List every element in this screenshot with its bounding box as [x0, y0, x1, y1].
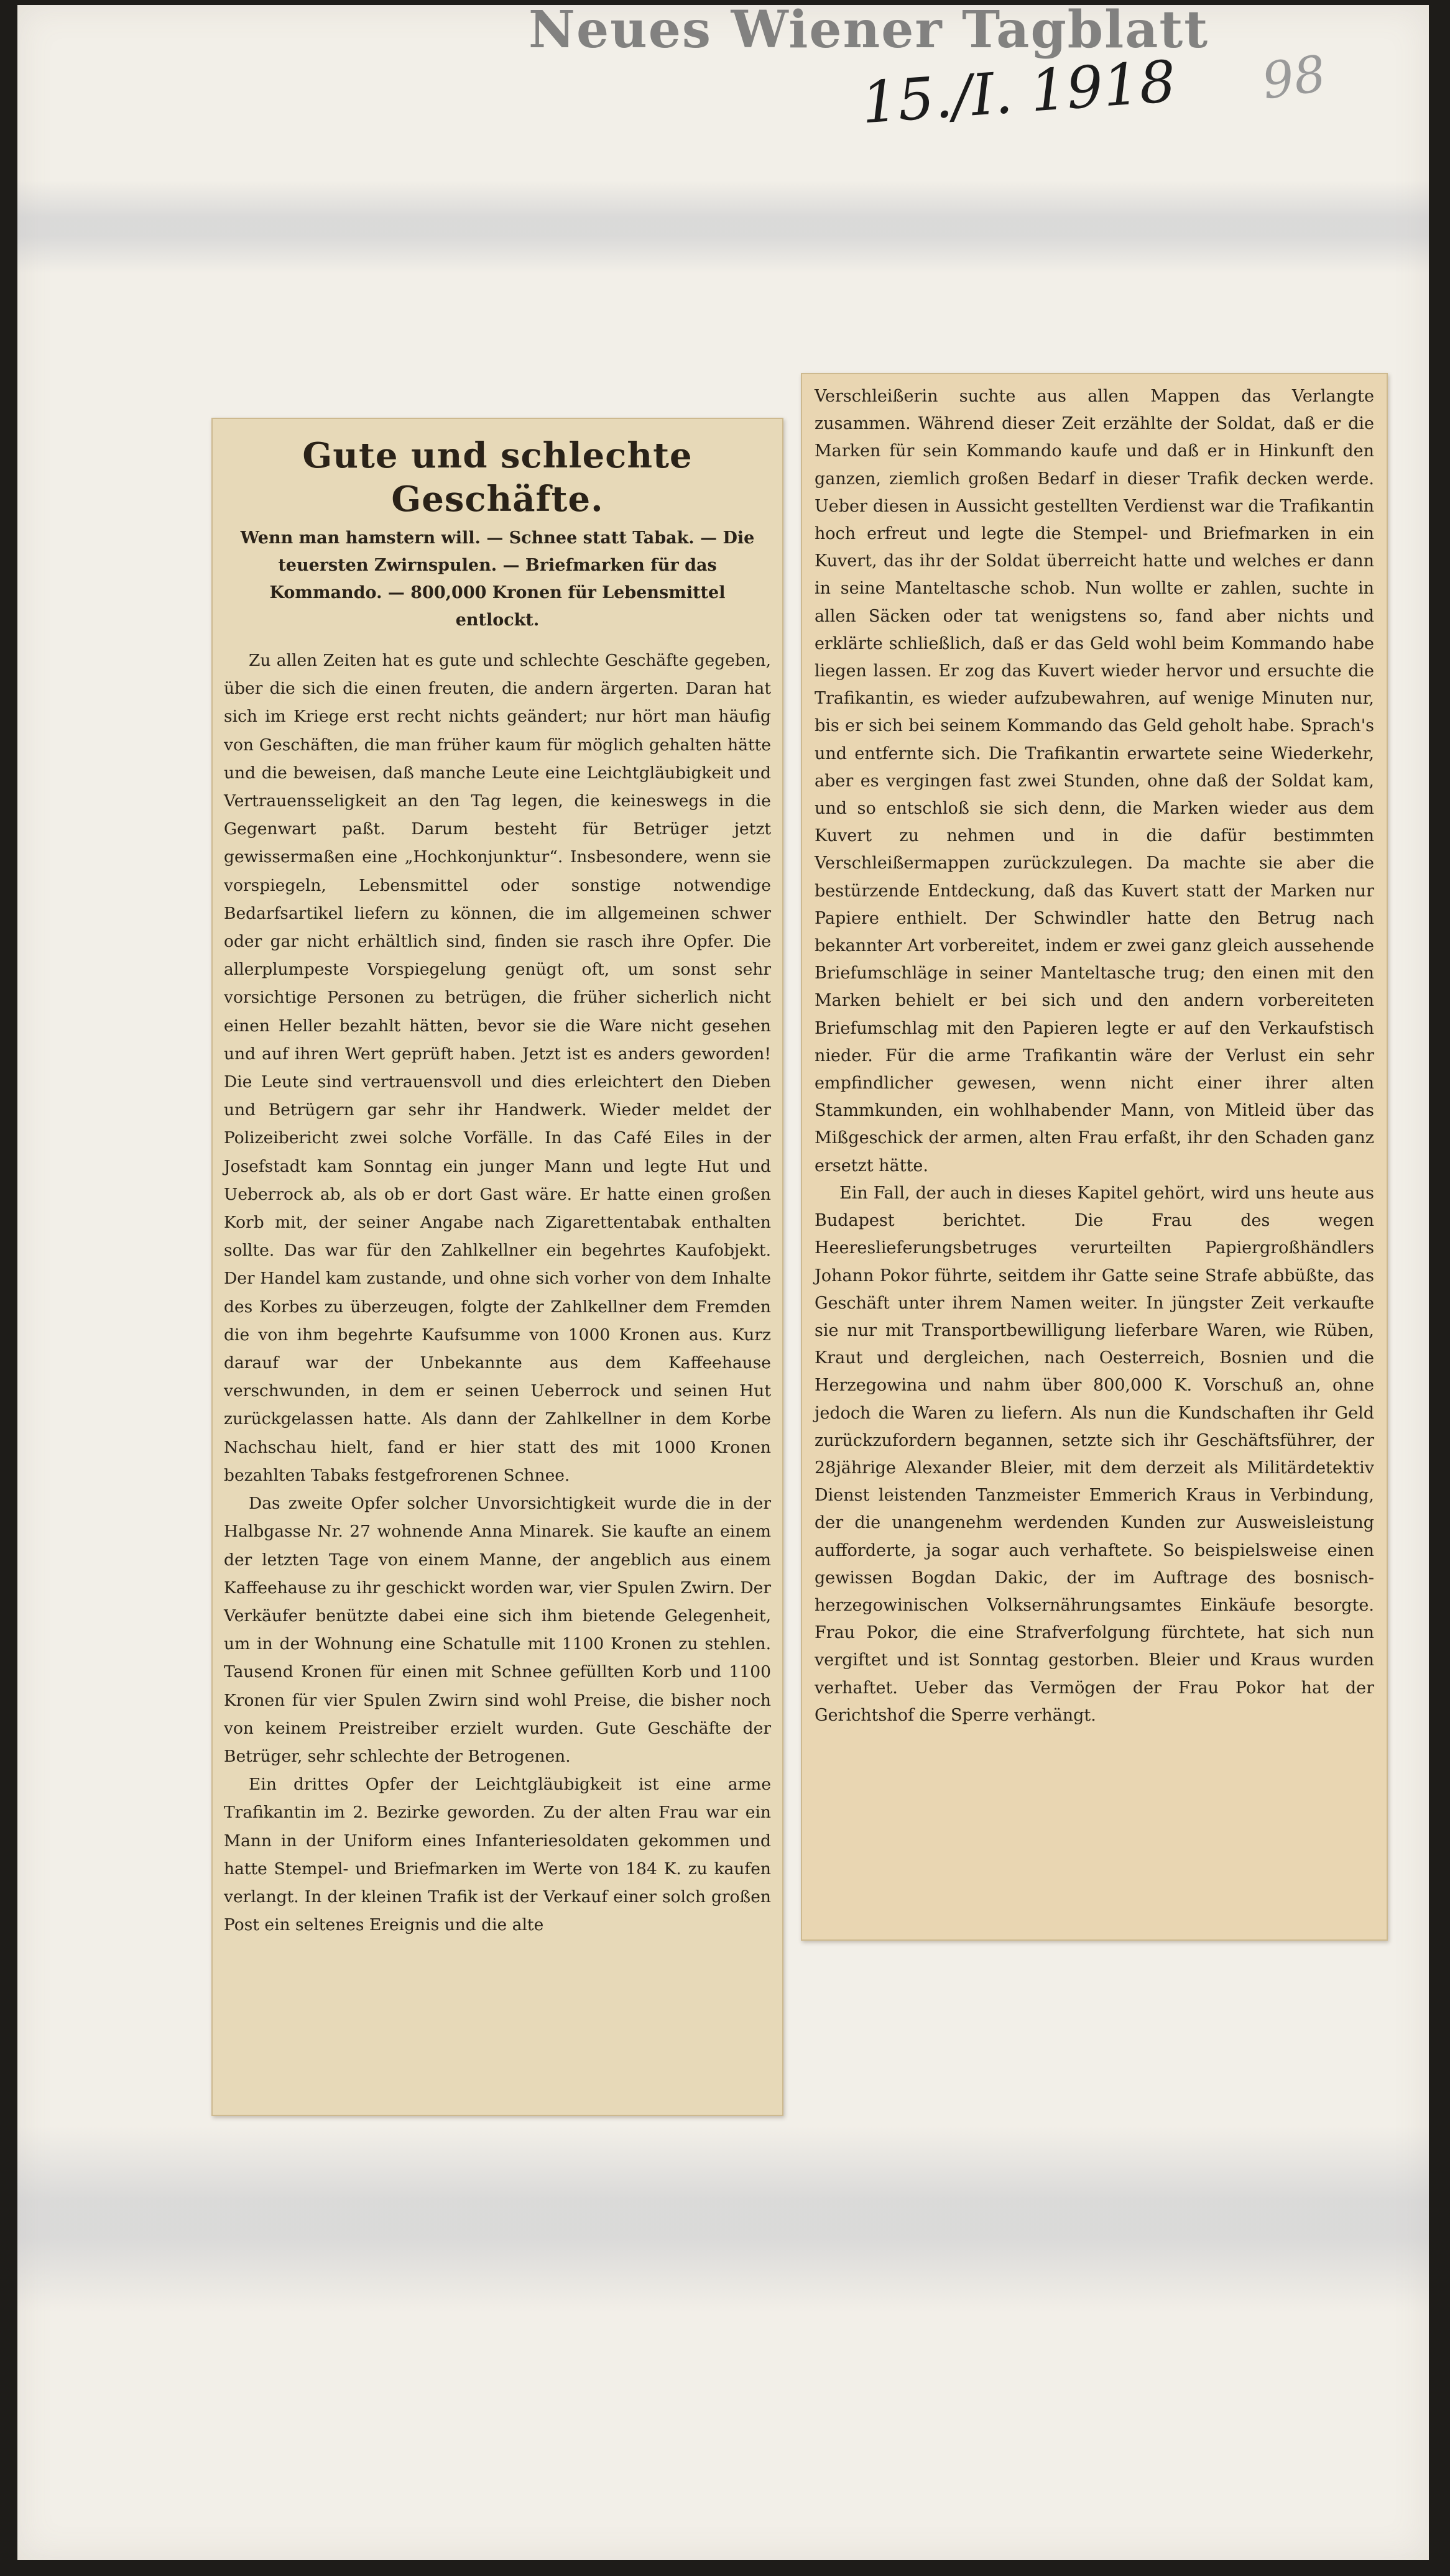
- article-subtitle: Wenn man hamstern will. — Schnee statt Tabak. — Die teuersten Zwirnspulen. — Briefmarken für das Kommando. — 800,000 Kronen für Lebensmittel entlockt.: [240, 528, 755, 630]
- article-body-left: [224, 646, 771, 1939]
- paragraph: Zu allen Zeiten hat es gute und schlechte Geschäfte gegeben, über die sich die einen freuten, die andern ärgerten. Daran hat sich im Kriege erst recht nichts geändert; nur hört man häufig von Geschäften, die man früher kaum für möglich gehalten hätte und die beweisen, daß manche Leute eine Leichtgläubigkeit und Vertrauensseligkeit an den Tag legen, die keineswegs in die Gegenwart paßt. Darum besteht für Betrüger jetzt gewissermaßen eine „Hochkonjunktur“. Insbesondere, wenn sie vorspiegeln, Lebensmittel oder sonstige notwendige Bedarfsartikel liefern zu können, die im allgemeinen schwer oder gar nicht erhältlich sind, finden sie rasch ihre Opfer. Die allerplumpeste Vorspiegelung genügt oft, um sonst sehr vorsichtige Personen zu betrügen, die früher sicherlich nicht einen Heller bezahlt hätten, bevor sie die Ware nicht gesehen und auf ihren Wert geprüft haben. Jetzt ist es anders geworden! Die Leute sind vertrauensvoll und dies erleichtert den Dieben und Betrügern gar sehr ihr Handwerk. Wieder meldet der Polizeibericht zwei solche Vorfälle. In das Café Eiles in der Josefstadt kam Sonntag ein junger Mann und legte Hut und Ueberrock ab, als ob er dort Gast wäre. Er hatte einen großen Korb mit, der seiner Angabe nach Zigarettentabak enthalten sollte. Das war für den Zahlkellner ein begehrtes Kaufobjekt. Der Handel kam zustande, und ohne sich vorher von dem Inhalte des Korbes zu überzeugen, folgte der Zahlkellner dem Fremden die von ihm begehrte Kaufsumme von 1000 Kronen aus. Kurz darauf war der Unbekannte aus dem Kaffeehause verschwunden, in dem er seinen Ueberrock und seinen Hut zurückgelassen hatte. Als dann der Zahlkellner in dem Korbe Nachschau hielt, fand er hier statt des mit 1000 Kronen bezahlten Tabaks festgefrorenen Schnee.: [224, 651, 771, 1485]
- paragraph: Verschleißerin suchte aus allen Mappen das Verlangte zusammen. Während dieser Zeit erzählte der Soldat, daß er die Marken für sein Kommando kaufe und daß er in Hinkunft den ganzen, ziemlich großen Bedarf in dieser Trafik decken werde. Ueber diesen in Aussicht gestellten Verdienst war die Trafikantin hoch erfreut und legte die Stempel- und Briefmarken in ein Kuvert, das ihr der Soldat überreicht hatte und welches er dann in seine Manteltasche schob. Nun wollte er zahlen, suchte in allen Säcken oder tat wenigstens so, fand aber nichts und erklärte schließlich, daß er das Geld wohl beim Kommando habe liegen lassen. Er zog das Kuvert wieder hervor und ersuchte die Trafikantin, es wieder aufzubewahren, auf wenige Minuten nur, bis er sich bei seinem Kommando das Geld geholt habe. Sprach's und entfernte sich. Die Trafikantin erwartete seine Wiederkehr, aber es vergingen fast zwei Stunden, ohne daß der Soldat kam, und so entschloß sie sich denn, die Marken wieder aus dem Kuvert zu nehmen und in die dafür bestimmten Verschleißermappen zurückzulegen. Da machte sie aber die bestürzende Entdeckung, daß das Kuvert statt der Marken nur Papiere enthielt. Der Schwindler hatte den Betrug nach bekannter Art vorbereitet, indem er zwei ganz gleich aussehende Briefumschläge in seiner Manteltasche trug; den einen mit den Marken behielt er bei sich und den andern vorbereiteten Briefumschlag mit den Papieren legte er auf den Verkaufstisch nieder. Für die arme Trafikantin wäre der Verlust ein sehr empfindlicher gewesen, wenn nicht einer ihrer alten Stammkunden, ein wohlhabender Mann, von Mitleid über das Mißgeschick der armen, alten Frau erfaßt, ihr den Schaden ganz ersetzt hätte.: [815, 387, 1374, 1175]
- paragraph: Das zweite Opfer solcher Unvorsichtigkeit wurde die in der Halbgasse Nr. 27 wohnende Anna Minarek. Sie kaufte an einem der letzten Tage von einem Manne, der angeblich aus einem Kaffeehause zu ihr geschickt worden war, vier Spulen Zwirn. Der Verkäufer benützte dabei eine sich ihm bietende Gelegenheit, um in der Wohnung eine Schatulle mit 1100 Kronen zu stehlen. Tausend Kronen für einen mit Schnee gefüllten Korb und 1100 Kronen für vier Spulen Zwirn sind wohl Preise, die bisher noch von keinem Preistreiber erzielt wurden. Gute Geschäfte der Betrüger, sehr schlechte der Betrogenen.: [224, 1494, 771, 1766]
- article-title: Gute und schlechte Geschäfte.: [302, 435, 693, 520]
- scan-band: [17, 2126, 1429, 2312]
- paragraph: Ein drittes Opfer der Leichtgläubigkeit ist eine arme Trafikantin im 2. Bezirke geworden. Zu der alten Frau war ein Mann in der Uniform eines Infanteriesoldaten gekommen und hatte Stempel- und Briefmarken im Werte von 184 K. zu kaufen verlangt. In der kleinen Trafik ist der Verkauf einer solch großen Post ein seltenes Ereignis und die alte: [224, 1775, 771, 1935]
- page-number: 98: [1258, 44, 1329, 111]
- newspaper-stamp: Neues Wiener Tagblatt: [529, 0, 1209, 60]
- paragraph: Ein Fall, der auch in dieses Kapitel gehört, wird uns heute aus Budapest berichtet. Die Frau des wegen Heereslieferungsbetruges verurteilten Papiergroßhändlers Johann Pokor führte, seitdem ihr Gatte seine Strafe abbüßte, das Geschäft unter ihrem Namen weiter. In jüngster Zeit verkaufte sie nur mit Transportbewilligung lieferbare Waren, wie Rüben, Kraut und dergleichen, nach Oesterreich, Bosnien und die Herzegowina und nahm über 800,000 K. Vorschuß an, ohne jedoch die Waren zu liefern. Als nun die Kundschaften ihr Geld zurückzufordern begannen, setzte sich ihr Geschäftsführer, der 28jährige Alexander Bleier, mit dem derzeit als Militärdetektiv Dienst leistenden Tanzmeister Emmerich Kraus in Verbindung, der die unangenehm werdenden Kunden zur Ausweisleistung aufforderte, ja sogar auch verhaftete. So beispielsweise einen gewissen Bogdan Dakic, der im Auftrage des bosnisch-herzegowinischen Volksernährungsamtes Einkäufe besorgte. Frau Pokor, die eine Strafverfolgung fürchtete, hat sich nun vergiftet und ist Sonntag gestorben. Bleier und Kraus wurden verhaftet. Ueber das Vermögen der Frau Pokor hat der Gerichtshof die Sperre verhängt.: [815, 1183, 1374, 1725]
- scan-band: [17, 180, 1429, 274]
- clipping-left: [211, 418, 783, 2116]
- handwritten-date: 15./I. 1918: [859, 48, 1178, 137]
- clipping-right: [801, 373, 1388, 1941]
- article-body-right: [815, 383, 1374, 1729]
